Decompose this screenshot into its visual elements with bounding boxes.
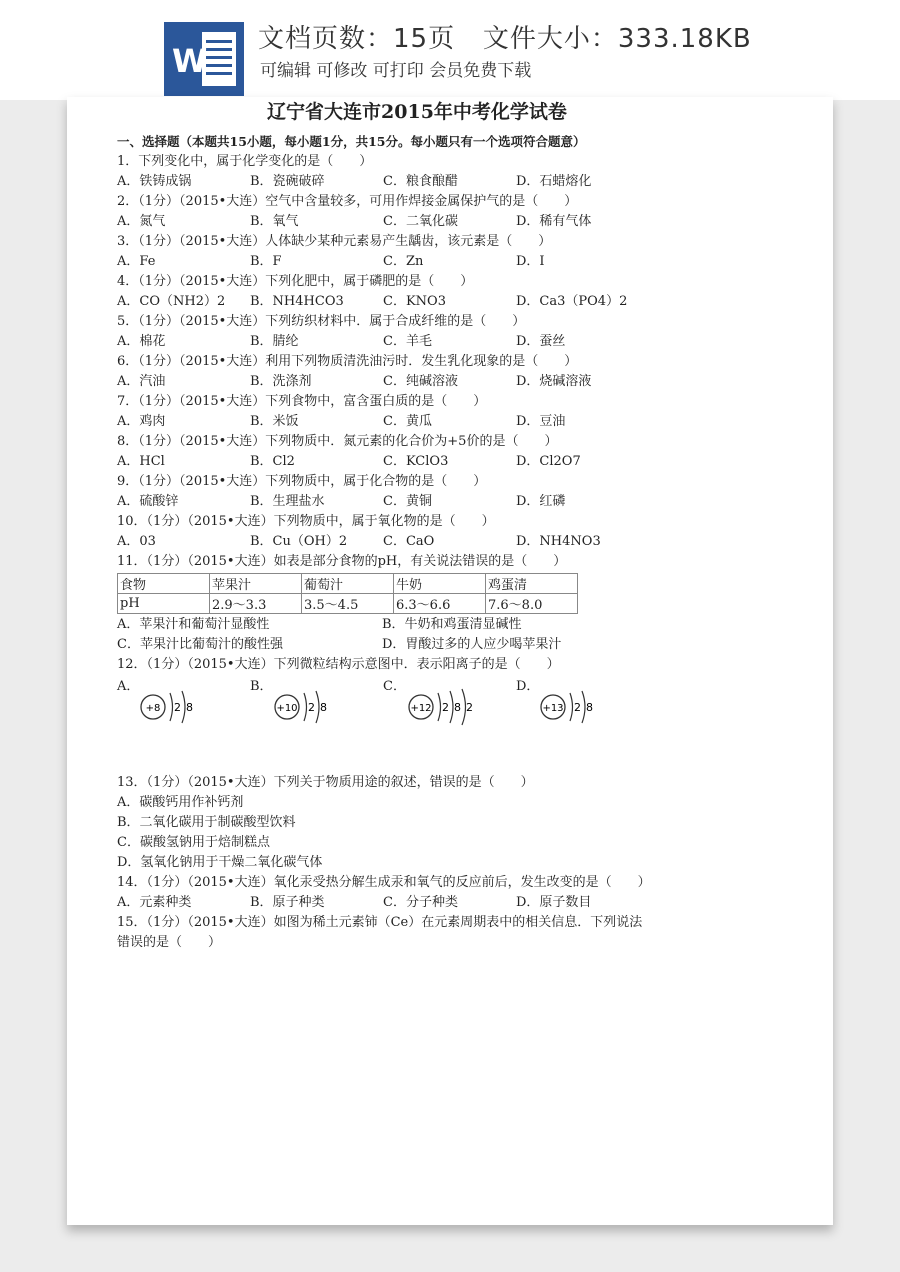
question-10: 10．（1分）（2015•大连）下列物质中，属于氧化物的是（ ） [117,514,495,529]
option-b: B． [250,679,273,694]
option-c: C．黄瓜 [383,414,432,429]
option-b: B．腈纶 [250,334,299,349]
option-c: C．羊毛 [383,334,432,349]
option-a: A．HCl [117,454,165,469]
question-6-options [117,372,717,392]
option-b: B．牛奶和鸡蛋清显碱性 [382,617,522,632]
question-6: 6．（1分）（2015•大连）利用下列物质清洗油污时．发生乳化现象的是（ ） [117,354,578,369]
option-b: B．原子种类 [250,895,325,910]
table-cell: 食物 [118,574,210,594]
question-3: 3．（1分）（2015•大连）人体缺少某种元素易产生龋齿，该元素是（ ） [117,234,552,249]
table-row [118,594,578,614]
option-b: B．Cu（OH）2 [250,534,348,549]
question-8-options [117,452,717,472]
option-d: D．稀有气体 [516,214,592,229]
svg-text:8: 8 [320,701,327,714]
question-14: 14．（1分）（2015•大连）氧化汞受热分解生成汞和氧气的反应前后，发生改变的是（ ） [117,875,651,890]
document-info-line: 文档页数：15页 文件大小：333.18KB [258,24,752,54]
option-b: B．瓷碗破碎 [250,174,325,189]
option-c: C．分子种类 [383,895,458,910]
option-a: A．03 [117,534,156,549]
option-c: C．Zn [383,254,424,269]
table-cell: 苹果汁 [210,574,302,594]
table-cell: 2.9～3.3 [210,594,302,614]
table-cell: 葡萄汁 [302,574,394,594]
option-a: A．铁铸成锅 [117,174,192,189]
option-b: B．氧气 [250,214,299,229]
option-c: C．粮食酿醋 [383,174,458,189]
question-9-options [117,492,717,512]
svg-text:2: 2 [466,701,473,714]
option-d: D．Ca3（PO4）2 [516,294,628,309]
question-12-diagrams [117,675,717,735]
question-4-options [117,292,717,312]
option-c: C． [383,679,406,694]
question-12: 12．（1分）（2015•大连）下列微粒结构示意图中．表示阳离子的是（ ） [117,657,560,672]
option-a: A． [117,679,140,694]
question-5: 5．（1分）（2015•大连）下列纺织材料中．属于合成纤维的是（ ） [117,314,526,329]
question-7-options [117,412,717,432]
svg-text:2: 2 [174,701,181,714]
option-b: B．生理盐水 [250,494,325,509]
svg-text:2: 2 [442,701,449,714]
option-a: A．棉花 [117,334,166,349]
option-b: B．NH4HCO3 [250,294,344,309]
option-c: C．黄铜 [383,494,432,509]
question-1-options [117,172,717,192]
table-cell: pH [118,594,210,614]
option-a: A．氮气 [117,214,166,229]
page-title: 辽宁省大连市2015年中考化学试卷 [267,101,567,123]
section-heading: 一、选择题（本题共15小题，每小题1分，共15分。每小题只有一个选项符合题意） [117,134,586,149]
document-content [117,98,717,953]
option-c: C．KNO3 [383,294,446,309]
atom-structure-diagram-b [271,685,341,729]
svg-text:+8: +8 [145,703,161,714]
option-d: D．蚕丝 [516,334,566,349]
question-2-options [117,212,717,232]
option-b: B．洗涤剂 [250,374,312,389]
question-15-continued: 错误的是（ ） [117,935,222,950]
question-11-options-cd [117,635,717,655]
option-c: C．CaO [383,534,435,549]
option-c: C．二氧化碳 [383,214,458,229]
svg-text:8: 8 [186,701,193,714]
document-features-line: 可编辑 可修改 可打印 会员免费下载 [260,61,532,81]
word-document-icon [164,22,244,96]
table-cell: 牛奶 [394,574,486,594]
ph-table [117,573,578,614]
question-11: 11．（1分）（2015•大连）如表是部分食物的pH，有关说法错误的是（ ） [117,554,567,569]
option-a: A．CO（NH2）2 [117,294,226,309]
svg-text:2: 2 [574,701,581,714]
question-11-options-ab [117,615,717,635]
question-13: 13．（1分）（2015•大连）下列关于物质用途的叙述，错误的是（ ） [117,775,534,790]
option-d: D．石蜡熔化 [516,174,592,189]
option-a: A．苹果汁和葡萄汁显酸性 [117,617,270,632]
option-d: D．I [516,254,545,269]
svg-text:8: 8 [586,701,593,714]
option-d: D．Cl2O7 [516,454,581,469]
question-3-options [117,252,717,272]
question-5-options [117,332,717,352]
atom-structure-diagram-a [137,685,207,729]
table-header-row [118,574,578,594]
option-d: D．氢氧化钠用于干燥二氧化碳气体 [117,855,323,870]
atom-structure-diagram-c [405,685,485,729]
question-1: 1．下列变化中，属于化学变化的是（ ） [117,154,373,169]
question-14-options [117,893,717,913]
option-d: D．豆油 [516,414,566,429]
svg-text:8: 8 [454,701,461,714]
option-b: B．Cl2 [250,454,295,469]
option-c: C．纯碱溶液 [383,374,458,389]
question-4: 4．（1分）（2015•大连）下列化肥中，属于磷肥的是（ ） [117,274,474,289]
option-d: D． [516,679,540,694]
option-d: D．NH4NO3 [516,534,601,549]
question-2: 2．（1分）（2015•大连）空气中含量较多，可用作焊接金属保护气的是（ ） [117,194,578,209]
table-cell: 6.3～6.6 [394,594,486,614]
header-banner [0,0,900,100]
table-cell: 鸡蛋清 [486,574,578,594]
option-a: A．硫酸锌 [117,494,179,509]
question-15: 15．（1分）（2015•大连）如图为稀土元素铈（Ce）在元素周期表中的相关信息．下列说法 [117,915,643,930]
option-b: B．米饭 [250,414,299,429]
svg-text:2: 2 [308,701,315,714]
option-c: C．碳酸氢钠用于焙制糕点 [117,835,270,850]
svg-text:W: W [172,42,208,80]
option-a: A．鸡肉 [117,414,166,429]
question-10-options [117,532,717,552]
option-b: B．F [250,254,282,269]
table-cell: 3.5～4.5 [302,594,394,614]
svg-text:+12: +12 [410,703,432,714]
table-cell: 7.6～8.0 [486,594,578,614]
option-a: A．Fe [117,254,156,269]
option-c: C．苹果汁比葡萄汁的酸性强 [117,637,283,652]
option-a: A．碳酸钙用作补钙剂 [117,795,244,810]
option-a: A．汽油 [117,374,166,389]
svg-text:+10: +10 [276,703,298,714]
option-b: B．二氧化碳用于制碳酸型饮料 [117,815,296,830]
atom-structure-diagram-d [537,685,607,729]
question-9: 9．（1分）（2015•大连）下列物质中，属于化合物的是（ ） [117,474,487,489]
option-d: D．胃酸过多的人应少喝苹果汁 [382,637,562,652]
question-8: 8．（1分）（2015•大连）下列物质中．氮元素的化合价为+5价的是（ ） [117,434,558,449]
option-d: D．红磷 [516,494,566,509]
svg-text:+13: +13 [542,703,564,714]
question-7: 7．（1分）（2015•大连）下列食物中，富含蛋白质的是（ ） [117,394,487,409]
option-c: C．KClO3 [383,454,449,469]
option-d: D．烧碱溶液 [516,374,592,389]
option-a: A．元素种类 [117,895,192,910]
option-d: D．原子数目 [516,895,592,910]
